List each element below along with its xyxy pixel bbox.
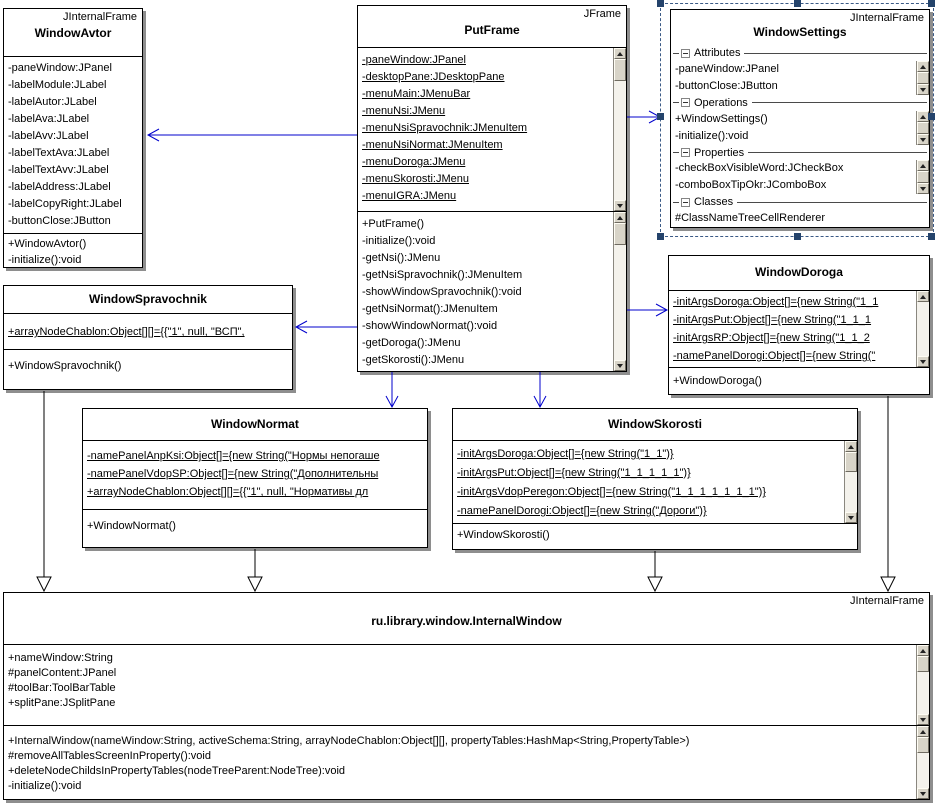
operation-row: +WindowAvtor() <box>8 238 87 250</box>
attribute-row: -labelTextAvv:JLabel <box>8 164 109 176</box>
attributes-scrollbar[interactable] <box>916 291 929 367</box>
class-box-put-frame[interactable] <box>357 5 627 372</box>
scroll-up-button[interactable] <box>614 48 626 59</box>
class-title-window-skorosti <box>453 409 857 441</box>
attribute-row: -menuNsi:JMenu <box>362 105 446 117</box>
selection-handle-top-right[interactable] <box>928 0 935 7</box>
operation-row: +WindowNormat() <box>87 520 176 532</box>
attributes-compartment <box>4 314 292 349</box>
scroll-thumb[interactable] <box>614 223 626 245</box>
section-header-classes[interactable] <box>671 194 929 210</box>
operation-row: +WindowDoroga() <box>673 375 762 387</box>
class-row: #ClassNameTreeCellRenderer <box>675 212 825 225</box>
attribute-row: -menuSkorosti:JMenu <box>362 173 469 185</box>
attribute-row: -namePanelAnpKsi:Object[]={new String("Нормы непогаше <box>87 450 380 462</box>
tree-tick <box>673 53 679 54</box>
operation-row: +WindowSkorosti() <box>457 529 550 541</box>
tree-tick <box>673 202 679 203</box>
class-name-label: WindowDoroga <box>755 265 843 279</box>
class-box-window-avtor[interactable] <box>3 8 143 268</box>
operations-scrollbar[interactable] <box>916 726 929 799</box>
selection-handle-mid-left[interactable] <box>657 113 664 120</box>
attributes-compartment <box>4 645 929 725</box>
generalization-windowspravochnik-to-internalwindow[interactable] <box>37 391 51 591</box>
scroll-up-button[interactable] <box>845 441 857 452</box>
stereotype-label: JInternalFrame <box>850 595 924 607</box>
attribute-row: +splitPane:JSplitPane <box>8 697 116 709</box>
class-name-label: WindowAvtor <box>34 26 112 40</box>
attribute-row: -labelAva:JLabel <box>8 113 90 125</box>
stereotype-label: JFrame <box>583 8 621 20</box>
operations-compartment <box>4 349 292 389</box>
operation-row: -initialize():void <box>675 129 749 142</box>
operation-row: #removeAllTablesScreenInProperty():void <box>8 750 211 762</box>
attribute-row: -initArgsPut:Object[]={new String("1_1_1_1_1")} <box>457 467 691 479</box>
collapse-icon[interactable] <box>681 98 690 107</box>
attribute-row: -buttonClose:JButton <box>675 79 778 92</box>
collapse-icon[interactable] <box>681 49 690 58</box>
operation-row: +WindowSettings() <box>675 112 768 125</box>
attribute-row: #toolBar:ToolBarTable <box>8 682 116 694</box>
attribute-row: -menuDoroga:JMenu <box>362 156 466 168</box>
class-title-window-doroga <box>669 256 929 291</box>
operation-row: -getNsiNormat():JMenuItem <box>362 303 498 315</box>
attribute-row: -menuIGRA:JMenu <box>362 190 457 202</box>
attribute-row: -initArgsVdopPeregon:Object[]={new String("1_1_1_1_1_1_1")} <box>457 486 766 498</box>
operation-row: -getSkorosti():JMenu <box>362 354 465 366</box>
attributes-compartment <box>83 441 427 509</box>
attribute-row: +arrayNodeChablon:Object[][]={{"1", null, "ВСП", <box>8 326 245 338</box>
section-rule <box>752 102 927 103</box>
attribute-row: -menuNsiNormat:JMenuItem <box>362 139 503 151</box>
section-header-properties[interactable] <box>671 145 929 161</box>
section-header-operations[interactable] <box>671 95 929 111</box>
attribute-row: -initArgsDoroga:Object[]={new String("1_1")} <box>457 448 674 460</box>
section-header-attributes[interactable] <box>671 45 929 61</box>
selection-handle-bottom-right[interactable] <box>928 233 935 240</box>
scroll-up-button[interactable] <box>917 291 929 302</box>
class-box-window-normat[interactable] <box>82 408 428 548</box>
class-title-window-avtor <box>4 9 142 57</box>
scroll-down-button[interactable] <box>614 360 626 371</box>
attributes-scrollbar[interactable] <box>613 48 626 211</box>
scroll-up-button[interactable] <box>917 160 929 171</box>
operations-compartment <box>4 233 142 267</box>
generalization-windowskorosti-to-internalwindow[interactable] <box>648 551 662 591</box>
operation-row: -initialize():void <box>8 254 82 266</box>
attributes-scrollbar[interactable] <box>844 441 857 523</box>
tree-tick <box>673 152 679 153</box>
scroll-up-button[interactable] <box>614 212 626 223</box>
tree-tick <box>673 102 679 103</box>
operation-row: +PutFrame() <box>362 218 425 230</box>
operation-row: -initialize():void <box>8 780 82 792</box>
operations-compartment <box>83 509 427 547</box>
association-putframe-to-windownormat[interactable] <box>386 372 398 407</box>
attributes-compartment <box>358 48 626 211</box>
class-box-window-spravochnik[interactable] <box>3 285 293 390</box>
attribute-row: -desktopPane:JDesktopPane <box>362 71 505 83</box>
attribute-row: -paneWindow:JPanel <box>675 62 779 75</box>
class-title-window-settings <box>671 10 929 45</box>
operation-row: -showWindowSpravochnik():void <box>362 286 522 298</box>
scroll-thumb[interactable] <box>917 72 929 84</box>
attribute-row: #panelContent:JPanel <box>8 667 117 679</box>
section-rule <box>748 152 927 153</box>
attribute-row: -labelModule:JLabel <box>8 79 107 91</box>
attributes-scrollbar[interactable] <box>916 645 929 725</box>
scroll-thumb[interactable] <box>917 737 929 753</box>
scroll-down-button[interactable] <box>917 714 929 725</box>
class-name-label: WindowSpravochnik <box>89 292 207 306</box>
association-putframe-to-windowavtor[interactable] <box>148 129 357 141</box>
attribute-row: -labelTextAva:JLabel <box>8 147 110 159</box>
scroll-thumb[interactable] <box>917 171 929 183</box>
section-rule <box>744 53 927 54</box>
attribute-row: -menuNsiSpravochnik:JMenuItem <box>362 122 528 134</box>
association-putframe-to-windowsettings[interactable] <box>627 111 660 123</box>
association-putframe-to-windowspravochnik[interactable] <box>296 321 357 333</box>
class-name-label: ru.library.window.InternalWindow <box>371 614 562 628</box>
generalization-windownormat-to-internalwindow[interactable] <box>248 549 262 591</box>
operation-row: +InternalWindow(nameWindow:String, activeSchema:String, arrayNodeChablon:Object[][], propertyTables:HashMap<String,PropertyTable>) <box>8 735 690 747</box>
scroll-up-button[interactable] <box>917 645 929 656</box>
scroll-down-button[interactable] <box>845 512 857 523</box>
operations-compartment <box>358 211 626 371</box>
attribute-row: -namePanelVdopSP:Object[]={new String("Дополнительны <box>87 468 379 480</box>
selection-handle-mid-right[interactable] <box>928 113 935 120</box>
collapse-icon[interactable] <box>681 198 690 207</box>
class-title-window-normat <box>83 409 427 441</box>
operations-compartment <box>4 725 929 799</box>
scroll-thumb[interactable] <box>917 122 929 134</box>
operation-row: -getNsiSpravochnik():JMenuItem <box>362 269 523 281</box>
attribute-row: -initArgsDoroga:Object[]={new String("1_1 <box>673 296 879 308</box>
scroll-up-button[interactable] <box>917 61 929 72</box>
selection-handle-top-mid[interactable] <box>794 0 801 7</box>
attribute-row: -initArgsRP:Object[]={new String("1_1_2 <box>673 332 870 344</box>
collapse-icon[interactable] <box>681 148 690 157</box>
scroll-down-button[interactable] <box>917 183 929 194</box>
section-label: Attributes <box>694 47 741 60</box>
attribute-row: +nameWindow:String <box>8 652 113 664</box>
stereotype-label: JInternalFrame <box>63 11 137 23</box>
operation-row: -showWindowNormat():void <box>362 320 498 332</box>
attribute-row: -buttonClose:JButton <box>8 215 111 227</box>
attribute-row: -labelCopyRight:JLabel <box>8 198 122 210</box>
attributes-compartment <box>453 441 857 523</box>
class-box-internal-window[interactable] <box>3 592 930 800</box>
attribute-row: -initArgsPut:Object[]={new String("1_1_1 <box>673 314 872 326</box>
scroll-thumb[interactable] <box>845 452 857 472</box>
section-label: Operations <box>694 96 748 109</box>
scroll-down-button[interactable] <box>917 134 929 145</box>
section-scrollbar[interactable] <box>916 160 929 194</box>
scroll-down-button[interactable] <box>917 84 929 95</box>
class-name-label: WindowNormat <box>211 417 299 431</box>
attribute-row: -namePanelDorogi:Object[]={new String("Дороги")} <box>457 505 707 517</box>
attribute-row: -paneWindow:JPanel <box>8 62 112 74</box>
section-label: Properties <box>694 146 745 159</box>
attribute-row: -namePanelDorogi:Object[]={new String(" <box>673 350 876 362</box>
scroll-down-button[interactable] <box>917 356 929 367</box>
section-scrollbar[interactable] <box>916 61 929 95</box>
section-rule <box>737 202 927 203</box>
operation-row: +deleteNodeChildsInPropertyTables(nodeTreeParent:NodeTree):void <box>8 765 346 777</box>
operations-scrollbar[interactable] <box>613 212 626 371</box>
attribute-row: -menuMain:JMenuBar <box>362 88 471 100</box>
scroll-thumb[interactable] <box>917 656 929 672</box>
class-name-label: PutFrame <box>464 23 520 37</box>
stereotype-label: JInternalFrame <box>850 12 924 24</box>
attribute-row: +arrayNodeChablon:Object[][]={{"1", null, "Нормативы дл <box>87 486 369 498</box>
property-row: -comboBoxTipOkr:JComboBox <box>675 179 827 192</box>
operations-compartment <box>669 367 929 394</box>
class-title-window-spravochnik <box>4 286 292 314</box>
operation-row: +WindowSpravochnik() <box>8 360 122 372</box>
attribute-row: -labelAutor:JLabel <box>8 96 97 108</box>
association-putframe-to-windowdoroga[interactable] <box>627 304 667 316</box>
class-box-window-skorosti[interactable] <box>452 408 858 550</box>
selection-handle-bottom-mid[interactable] <box>794 233 801 240</box>
property-row: -checkBoxVisibleWord:JCheckBox <box>675 162 844 175</box>
association-putframe-to-windowskorosti[interactable] <box>534 372 546 407</box>
section-label: Classes <box>694 196 734 209</box>
class-title-internal-window <box>4 593 929 645</box>
operations-compartment <box>453 523 857 549</box>
class-name-label: WindowSkorosti <box>608 417 702 431</box>
scroll-thumb[interactable] <box>614 59 626 81</box>
attributes-compartment <box>669 291 929 367</box>
operation-row: -getDoroga():JMenu <box>362 337 461 349</box>
scroll-up-button[interactable] <box>917 726 929 737</box>
attributes-compartment <box>4 57 142 233</box>
selection-handle-bottom-left[interactable] <box>657 233 664 240</box>
selection-handle-top-left[interactable] <box>657 0 664 7</box>
scroll-down-button[interactable] <box>614 200 626 211</box>
attribute-row: -paneWindow:JPanel <box>362 54 466 66</box>
class-box-window-doroga[interactable] <box>668 255 930 395</box>
attribute-row: -labelAddress:JLabel <box>8 181 111 193</box>
operation-row: -getNsi():JMenu <box>362 252 441 264</box>
class-name-label: WindowSettings <box>753 25 847 39</box>
generalization-windowdoroga-to-internalwindow[interactable] <box>881 396 895 591</box>
class-box-window-settings[interactable] <box>670 9 930 228</box>
class-title-put-frame <box>358 6 626 48</box>
operation-row: -initialize():void <box>362 235 436 247</box>
scroll-down-button[interactable] <box>917 788 929 799</box>
attribute-row: -labelAvv:JLabel <box>8 130 89 142</box>
